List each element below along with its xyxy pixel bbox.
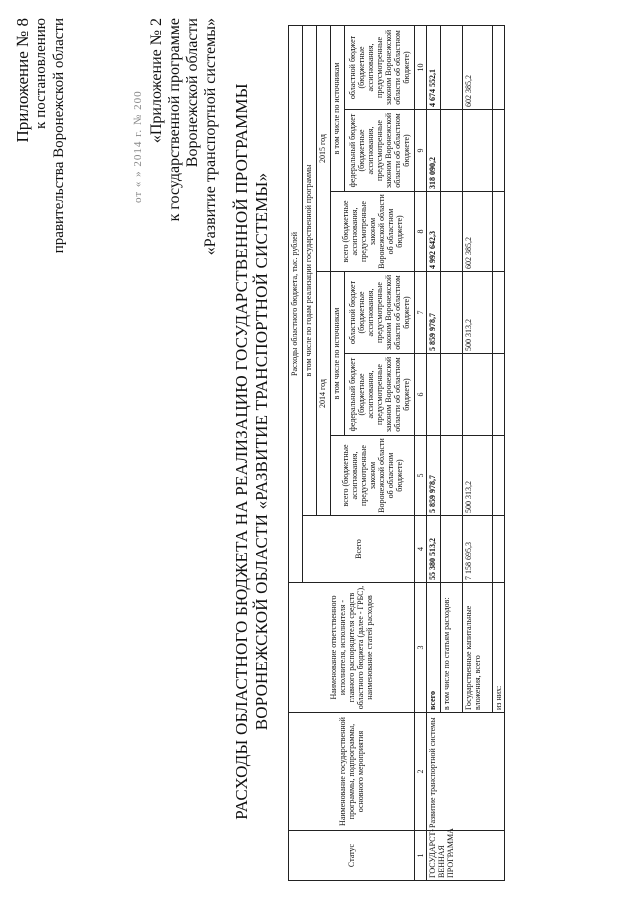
cell-2014-federal [441,354,463,436]
page-title-line1: РАСХОДЫ ОБЛАСТНОГО БЮДЖЕТА НА РЕАЛИЗАЦИЮ ГОСУДАРСТВЕННОЙ ПРОГРАММЫ [232,83,251,820]
cell-2015-all: 602 385,2 [463,192,493,272]
col-number: 5 [415,436,427,516]
appendix2-region: Воронежской области [184,18,201,168]
header-2015-federal: федеральный бюджет (бюджетные ассигнования, предусмотренные законом Воронежской области об областном бюджете) [345,110,415,192]
row-status: ГОСУДАРСТ-ВЕННАЯ ПРОГРАММА [427,831,505,881]
appendix2-ref: к государственной программе [166,18,183,222]
col-number: 1 [415,831,427,881]
cell-2014-regional: 500 313,2 [463,272,493,354]
appendix-authority: правительства Воронежской области [51,18,67,254]
header-expenses: Расходы областного бюджета, тыс. рублей [289,25,303,582]
appendix2-block [148,18,220,255]
appendix-block [14,18,68,253]
date-stamp: от « » 2014 г. № 200 [132,90,144,203]
header-year-2015: 2015 год [317,25,331,271]
cell-2015-federal: 318 090,2 [427,110,441,192]
cell-total: 55 380 513,2 [427,516,441,583]
appendix-number: Приложение № 8 [13,18,32,143]
cell-2015-all [493,192,505,272]
table-row [427,25,441,880]
col-number: 8 [415,192,427,272]
cell-2014-regional: 5 859 978,7 [427,272,441,354]
cell-2014-federal [463,354,493,436]
header-year-2014: 2014 год [317,272,331,516]
header-2015-all: всего (бюджетные ассигнования, предусмотренные законом Воронежской области об областном бюджете) [331,192,415,272]
cell-2015-regional [493,25,505,109]
header-program-name: Наименование государственной программы, подпрограммы, основного мероприятия [289,713,415,831]
cell-2014-all [441,436,463,516]
appendix-ref: к постановлению [33,18,49,129]
col-number: 9 [415,110,427,192]
row-label: Государственные капитальные вложения, всего [463,583,493,713]
cell-2015-regional [441,25,463,109]
header-by-years: в том числе по годам реализации государственной программы [303,25,317,515]
col-number: 6 [415,354,427,436]
header-2015-regional: областной бюджет (бюджетные ассигнования, предусмотренные законом Воронежской области об областном бюджете) [345,25,415,109]
row-program-name: Развитие транспортной системы [427,713,505,831]
cell-2014-federal [493,354,505,436]
col-number: 4 [415,516,427,583]
header-2014-regional: областной бюджет (бюджетные ассигнования, предусмотренные законом Воронежской области об областном бюджете) [345,272,415,354]
header-executor: Наименование ответственного исполнителя, исполнителя - главного распорядителя средств областного бюджета (далее - ГРБС), наименование статей расходов [289,583,415,713]
cell-2015-federal [441,110,463,192]
cell-2015-all [441,192,463,272]
header-total: Всего [303,516,415,583]
budget-table [288,25,505,881]
cell-2015-federal [463,110,493,192]
appendix2-number: «Приложение № 2 [148,18,165,144]
col-number: 10 [415,25,427,109]
cell-2015-regional: 602 385,2 [463,25,493,109]
row-label: в том числе по статьям расходов: [441,583,463,713]
cell-2014-regional [441,272,463,354]
row-label: из них: [493,583,505,713]
col-number: 3 [415,583,427,713]
cell-total [441,516,463,583]
column-numbers-row [415,25,427,880]
col-number: 7 [415,272,427,354]
cell-2014-all: 500 313,2 [463,436,493,516]
header-status: Статус [289,831,415,881]
cell-total: 7 158 695,3 [463,516,493,583]
cell-2014-all [493,436,505,516]
cell-2014-regional [493,272,505,354]
header-2014-sources: в том числе по источникам [331,272,345,436]
cell-2014-federal [427,354,441,436]
row-label: всего [427,583,441,713]
cell-total [493,516,505,583]
cell-2015-federal [493,110,505,192]
cell-2015-all: 4 992 642,3 [427,192,441,272]
cell-2015-regional: 4 674 552,1 [427,25,441,109]
header-2015-sources: в том числе по источникам [331,25,345,191]
appendix2-program: «Развитие транспортной системы» [202,18,219,256]
header-2014-federal: федеральный бюджет (бюджетные ассигнования, предусмотренные законом Воронежской области об областном бюджете) [345,354,415,436]
header-2014-all: всего (бюджетные ассигнования, предусмотренные законом Воронежской области об областном бюджете) [331,436,415,516]
cell-2014-all: 5 859 978,7 [427,436,441,516]
page-title-line2: ВОРОНЕЖСКОЙ ОБЛАСТИ «РАЗВИТИЕ ТРАНСПОРТНОЙ СИСТЕМЫ» [252,172,271,731]
col-number: 2 [415,713,427,831]
